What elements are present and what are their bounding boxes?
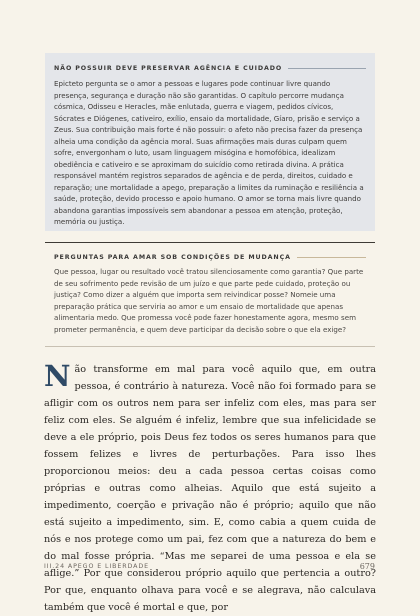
questions-box <box>45 242 375 347</box>
summary-box <box>45 53 375 231</box>
drop-cap: N <box>44 359 71 393</box>
main-paragraph: ão transforme em mal para você aquilo que, em outra pessoa, é contrário à natureza. Você não foi formado para se afligir com os outros nem para ser infeliz com eles, mas para ser feliz com eles. Se alguém é infeliz, lembre que sua infelicidade se deve a ele próprio, pois Deus fez todos os seres humanos para que fossem felizes e livres de perturbações. Para isso lhes proporcionou meios: deu a cada pessoa certas coisas como próprias e outras como alheias. Aquilo que está sujeito a impedimento, coerção e privação não é próprio; aquilo que não está sujeito a impedimento, sim. E, como cabia a quem cuida de nós e nos protege como um pai, fez com que a natureza do bem e do mal fosse própria. “Mas me separei de uma pessoa e ela se aflige.” Por que considerou próprio aquilo que pertencia a outro? Por que, enquanto olhava para você e se alegrava, não calculava também que você é mortal e que, por <box>44 364 376 613</box>
page-number: 679 <box>359 561 375 571</box>
page-footer <box>44 560 375 572</box>
running-footer-section: III.24 APEGO E LIBERDADE <box>44 562 149 570</box>
main-text <box>44 361 376 616</box>
questions-box-body: Que pessoa, lugar ou resultado você tratou silenciosamente como garantia? Que parte de seu sofrimento pede revisão de um juízo e que parte pede cuidado, proteção ou justiça? Como dizer a alguém que importa sem reivindicar posse? Nomeie uma preparação prática que serviria ao amor e um ensaio de mortalidade que apenas alimentaria medo. Que promessa você pode fazer honestamente agora, mesmo sem prometer permanência, e quem deve participar da decisão sobre o que ela exige? <box>54 267 364 334</box>
summary-box-rule <box>288 68 366 69</box>
summary-box-title: NÃO POSSUIR DEVE PRESERVAR AGÊNCIA E CUIDADO <box>54 64 283 72</box>
summary-box-body: Epicteto pergunta se o amor a pessoas e lugares pode continuar livre quando presença, segurança e duração não são garantidas. O capítulo percorre mudança cósmica, Odisseu e Heracles, mãe enlutada, guerra e viagem, pedidos cívicos, Sócrates e Diógenes, cativeiro, exílio, ensaio da mortalidade, Gíaro, prisão e serviço a Zeus. Sua contribuição mais forte é não possuir: o afeto não precisa fazer da presença alheia uma condição da agência moral. Suas afirmações mais duras culpam quem sofre, envergonham o luto, usam linguagem misógina e homofóbica, idealizam obediência e cativeiro e se aproximam do suicídio como retirada divina. A prática responsável mantém registros separados de agência e de perda, direitos, cuidado e reparação; une mortalidade a apego, preparação a limites da ruminação e resiliência a saúde, proteção, devido processo e apoio humano. O amor se torna mais livre quando abandona garantias impossíveis sem abandonar a pessoa em atenção, proteção, memória ou justiça. <box>54 79 364 226</box>
summary-box-header <box>54 63 366 73</box>
questions-box-title: PERGUNTAS PARA AMAR SOB CONDIÇÕES DE MUDANÇA <box>54 253 291 261</box>
questions-box-rule <box>297 257 366 258</box>
questions-box-header <box>54 252 366 262</box>
